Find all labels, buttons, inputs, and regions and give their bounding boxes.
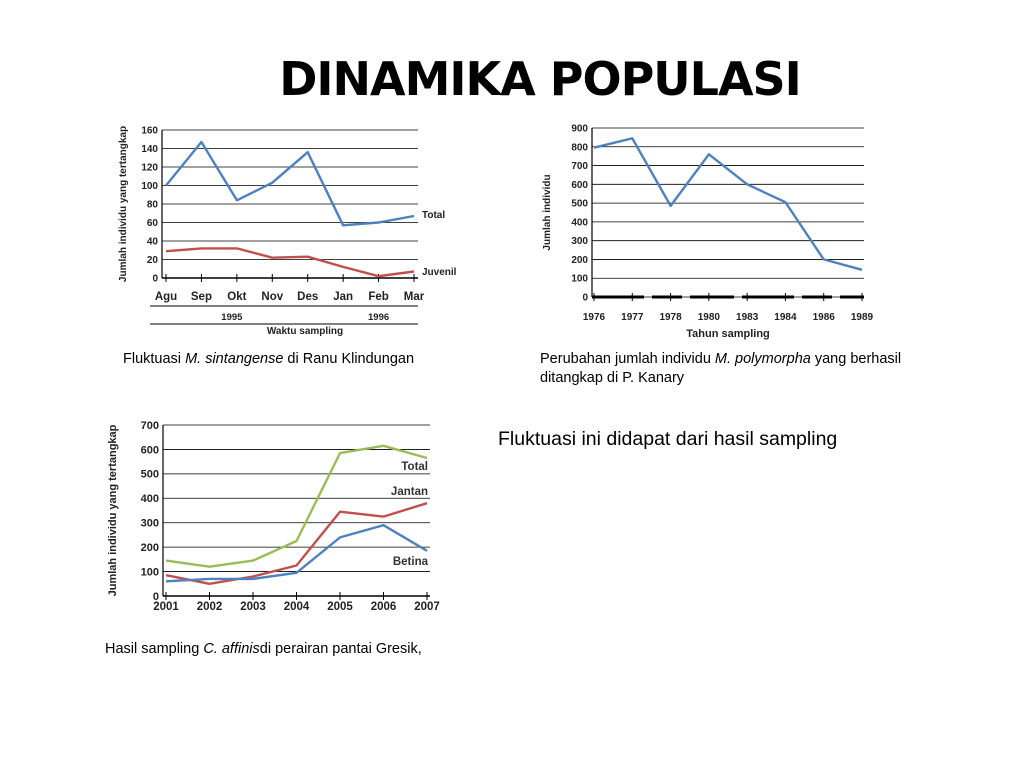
caption-1-post: di Ranu Klindungan (283, 351, 415, 367)
chart3-ytick-label: 500 (140, 468, 159, 481)
chart1-xtick-label: Mar (403, 291, 425, 303)
chart1-xtick-label: Feb (368, 291, 389, 303)
chart3-ytick-label: 400 (140, 493, 159, 506)
caption-3-pre: Hasil sampling (105, 641, 204, 657)
chart2-xtick-label: 1977 (621, 312, 644, 323)
chart3-ytick-label: 100 (140, 566, 159, 579)
chart1-legend-total: Total (422, 210, 446, 221)
chart1-year-label: 1996 (368, 312, 390, 323)
chart1-xtick-label: Jan (333, 291, 354, 303)
chart1-xtick-label: Sep (190, 291, 212, 303)
chart3-xtick-label: 2006 (370, 601, 397, 613)
chart3-legend-jantan: Jantan (390, 486, 428, 498)
chart1-legend-juvenil: Juvenil (422, 267, 457, 278)
chart2-xtick-label: 1980 (697, 312, 720, 323)
caption-2-pre: Perubahan jumlah individu (540, 351, 715, 367)
caption-chart-3 (105, 640, 435, 659)
sampling-note: Fluktuasi ini didapat dari hasil sampling (498, 428, 838, 450)
chart2-ytick-label: 700 (571, 161, 588, 173)
chart1-ytick-label: 120 (141, 162, 158, 174)
chart2-xtick-label: 1978 (659, 312, 682, 323)
chart3-xtick-label: 2005 (327, 601, 353, 613)
chart3-ytick-label: 600 (140, 444, 159, 457)
chart1-x-axis-label: Waktu sampling (266, 326, 344, 337)
chart1-xtick-label: Okt (227, 291, 247, 303)
chart2-ytick-label: 200 (571, 254, 588, 266)
caption-2-species: M. polymorpha (714, 351, 811, 367)
chart1-ytick-label: 60 (146, 218, 158, 229)
chart-m-polymorpha (530, 116, 890, 344)
caption-1-species: M. sintangense (185, 351, 284, 367)
chart3-series-line-total (166, 446, 427, 567)
chart3-series-line-betina (166, 525, 427, 581)
chart1-series-line-juvenil (166, 248, 414, 276)
chart2-ytick-label: 900 (571, 123, 588, 135)
chart3-y-axis-label: Jumlah individu yang tertangkap (107, 424, 119, 597)
chart-c-affinis (100, 406, 460, 630)
chart2-xtick-label: 1983 (736, 312, 759, 323)
chart3-legend-total: Total (401, 461, 428, 473)
caption-3-post: di perairan pantai Gresik, (259, 641, 422, 657)
chart1-ytick-label: 160 (141, 125, 158, 137)
chart3-ytick-label: 300 (140, 517, 159, 530)
chart3-xtick-label: 2002 (196, 601, 223, 613)
chart2-ytick-label: 800 (571, 142, 588, 154)
chart3-ytick-label: 0 (152, 590, 159, 603)
chart2-xtick-label: 1986 (812, 312, 835, 323)
chart2-ytick-label: 600 (571, 179, 588, 191)
chart1-ytick-label: 40 (146, 236, 158, 248)
chart2-ytick-label: 0 (582, 292, 588, 304)
chart2-ytick-label: 100 (571, 273, 588, 285)
caption-3-species: C. affinis (203, 641, 260, 657)
chart2-x-axis-label: Tahun sampling (686, 328, 770, 340)
chart1-series-line-total (166, 142, 414, 225)
chart1-ytick-label: 140 (141, 144, 158, 155)
chart3-ytick-label: 200 (140, 541, 159, 554)
chart3-xtick-label: 2007 (414, 601, 440, 613)
chart1-xtick-label: Des (297, 291, 319, 303)
chart2-xtick-label: 1984 (774, 312, 797, 323)
caption-2-post: yang berhasil ditangkap di P. Kanary (540, 351, 902, 386)
caption-1-pre: Fluktuasi (123, 351, 186, 367)
chart1-xtick-label: Agu (154, 291, 178, 303)
chart3-ytick-label: 700 (140, 419, 159, 432)
chart1-year-label: 1995 (221, 312, 243, 323)
chart1-xtick-label: Nov (261, 291, 284, 303)
chart2-y-axis-label: Jumlah individu (542, 174, 553, 251)
chart2-xtick-label: 1989 (850, 312, 874, 323)
chart1-ytick-label: 20 (146, 255, 158, 266)
chart3-xtick-label: 2001 (153, 601, 179, 613)
chart2-ytick-label: 400 (571, 217, 588, 229)
chart1-y-axis-label: Jumlah individu yang tertangkap (118, 125, 129, 283)
caption-chart-1 (123, 350, 423, 369)
slide-title: DINAMIKA POPULASI (279, 52, 801, 106)
chart2-series-line-0 (594, 138, 862, 269)
chart1-ytick-label: 0 (152, 273, 158, 285)
chart3-xtick-label: 2003 (240, 601, 266, 613)
chart2-xtick-label: 1976 (582, 312, 606, 323)
chart3-xtick-label: 2004 (283, 601, 310, 613)
chart1-ytick-label: 80 (146, 199, 158, 211)
chart3-legend-betina: Betina (392, 556, 428, 568)
caption-chart-2 (540, 350, 920, 388)
chart-m-sintangense (112, 118, 472, 344)
chart1-ytick-label: 100 (141, 181, 158, 192)
chart2-ytick-label: 500 (571, 198, 588, 210)
chart2-ytick-label: 300 (571, 236, 588, 248)
